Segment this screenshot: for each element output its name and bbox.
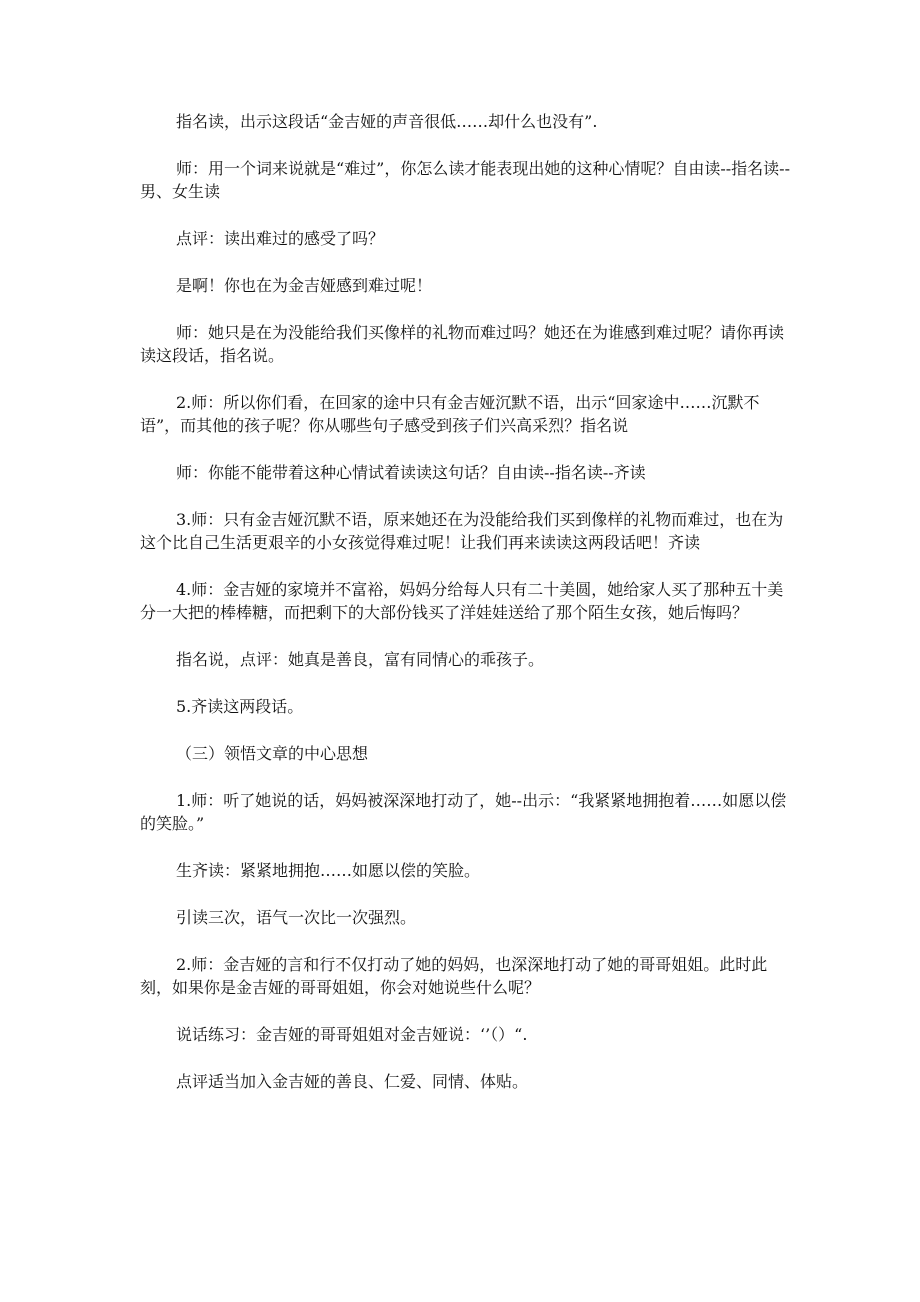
section-heading: （三）领悟文章的中心思想 bbox=[176, 744, 369, 763]
paragraph-5: 师：她只是在为没能给我们买像样的礼物而难过吗？她还在为谁感到难过呢？请你再读读这段话，指名说。 bbox=[140, 323, 785, 365]
paragraph-18: 点评适当加入金吉娅的善良、仁爱、同情、体贴。 bbox=[176, 1072, 529, 1091]
paragraph-8: 3.师：只有金吉娅沉默不语，原来她还在为没能给我们买到像样的礼物而难过，也在为这个比自己生活更艰辛的小女孩觉得难过呢！让我们再来读读这两段话吧！齐读 bbox=[140, 510, 784, 552]
paragraph-17: 说话练习：金吉娅的哥哥姐姐对金吉娅说：‘’（）“. bbox=[176, 1025, 528, 1044]
paragraph-4: 是啊！你也在为金吉娅感到难过呢！ bbox=[176, 276, 433, 295]
document-body bbox=[140, 110, 790, 1117]
paragraph-16: 2.师：金吉娅的言和行不仅打动了她的妈妈，也深深地打动了她的哥哥姐姐。此时此刻，如果你是金吉娅的哥哥姐姐，你会对她说些什么呢？ bbox=[140, 955, 768, 997]
paragraph-1: 指名读，出示这段话“金吉娅的声音很低……却什么也没有”. bbox=[176, 112, 598, 131]
paragraph-9: 4.师：金吉娅的家境并不富裕，妈妈分给每人只有二十美圆，她给家人买了那种五十美分一大把的棒棒糖，而把剩下的大部份钱买了洋娃娃送给了那个陌生女孩，她后悔吗？ bbox=[140, 580, 784, 622]
paragraph-7: 师：你能不能带着这种心情试着读读这句话？自由读--指名读--齐读 bbox=[176, 463, 646, 482]
paragraph-11: 5.齐读这两段话。 bbox=[176, 697, 304, 716]
paragraph-10: 指名说，点评：她真是善良，富有同情心的乖孩子。 bbox=[176, 650, 545, 669]
paragraph-3: 点评：读出难过的感受了吗？ bbox=[176, 229, 385, 248]
paragraph-6: 2.师：所以你们看，在回家的途中只有金吉娅沉默不语，出示“回家途中……沉默不语”，而其他的孩子呢？你从哪些句子感受到孩子们兴高采烈？指名说 bbox=[140, 393, 760, 435]
paragraph-2: 师：用一个词来说就是“难过”，你怎么读才能表现出她的这种心情呢？自由读--指名读--男、女生读 bbox=[140, 159, 790, 201]
paragraph-14: 生齐读：紧紧地拥抱……如愿以偿的笑脸。 bbox=[176, 861, 481, 880]
paragraph-13: 1.师：听了她说的话，妈妈被深深地打动了，她--出示：“我紧紧地拥抱着……如愿以偿的笑脸。” bbox=[140, 791, 787, 833]
paragraph-15: 引读三次，语气一次比一次强烈。 bbox=[176, 908, 417, 927]
